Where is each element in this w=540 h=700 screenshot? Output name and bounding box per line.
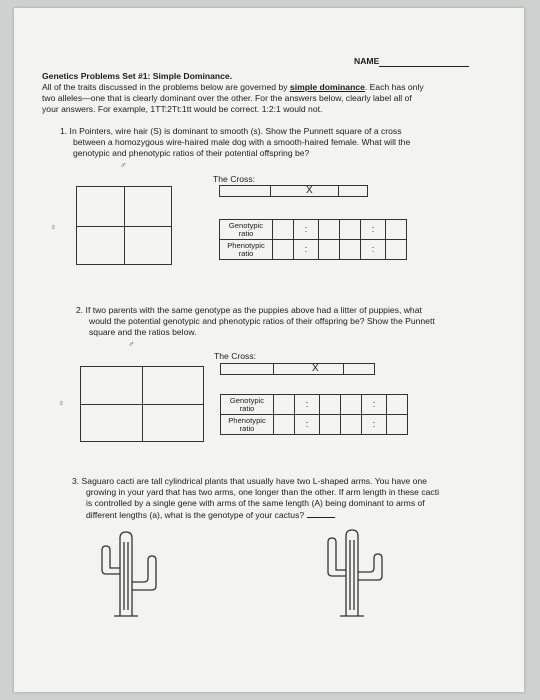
q3-line-4 xyxy=(86,509,335,521)
phenotypic-label: Phenotypic ratio xyxy=(220,240,273,260)
ratio-cell[interactable] xyxy=(319,240,340,260)
cross-label-2: The Cross: xyxy=(214,351,257,361)
ratio-cell[interactable] xyxy=(341,395,362,415)
genotypic-row xyxy=(221,395,408,415)
intro-line-2: two alleles—one that is clearly dominant over the other. For the answers below, clearly label all of xyxy=(42,93,412,103)
punnett-divider xyxy=(77,226,171,227)
genotypic-row xyxy=(220,220,407,240)
q3-line-2: growing in your yard that has two arms, one longer than the other. If arm length in these cacti xyxy=(86,487,440,497)
q2-line-1: 2. If two parents with the same genotype as the puppies above had a litter of puppies, what xyxy=(76,305,422,315)
ratio-colon: : xyxy=(362,415,387,435)
name-label: NAME xyxy=(354,56,380,66)
cross-label-1: The Cross: xyxy=(213,174,256,184)
ratio-cell[interactable] xyxy=(274,415,295,435)
ratio-colon: : xyxy=(295,415,320,435)
q3-answer-blank[interactable] xyxy=(307,509,335,518)
cross-divider xyxy=(273,364,274,374)
ratio-cell[interactable] xyxy=(274,395,295,415)
cross-divider xyxy=(338,186,339,196)
cactus-icon xyxy=(84,530,168,618)
phenotypic-label: Phenotypic ratio xyxy=(221,415,274,435)
ratio-colon: : xyxy=(294,220,319,240)
ratio-cell[interactable] xyxy=(273,220,294,240)
q1-line-2: between a homozygous wire-haired male dog with a smooth-haired female. What will the xyxy=(73,137,411,147)
ratio-cell[interactable] xyxy=(340,220,361,240)
ratio-table-2 xyxy=(220,394,408,435)
punnett-square-2[interactable] xyxy=(80,366,204,442)
ratio-colon: : xyxy=(362,395,387,415)
intro-text: . Each has only xyxy=(364,82,424,92)
male-symbol-icon: ♂ xyxy=(128,339,135,349)
q2-line-3: square and the ratios below. xyxy=(89,327,197,337)
cross-x: X xyxy=(306,185,313,196)
cross-x: X xyxy=(312,363,319,374)
q1-line-3: genotypic and phenotypic ratios of their potential offspring be? xyxy=(73,148,310,158)
genotypic-label: Genotypic ratio xyxy=(221,395,274,415)
ratio-colon: : xyxy=(361,220,386,240)
q3-line-3: is controlled by a single gene with arms of the same length (A) being dominant to arms of xyxy=(86,498,425,508)
ratio-cell[interactable] xyxy=(320,415,341,435)
q1-line-1: 1. In Pointers, wire hair (S) is dominant to smooth (s). Show the Punnett square of a cross xyxy=(60,126,402,136)
ratio-cell[interactable] xyxy=(386,220,407,240)
cactus-icon xyxy=(310,528,394,618)
q2-line-2: would the potential genotypic and phenotypic ratios of their offspring be? Show the Punnett xyxy=(89,316,435,326)
intro-line-3: your answers. For example, 1TT:2Tt:1tt would be correct. 1:2:1 would not. xyxy=(42,104,323,114)
phenotypic-row xyxy=(220,240,407,260)
genotypic-label: Genotypic ratio xyxy=(220,220,273,240)
ratio-cell[interactable] xyxy=(340,240,361,260)
simple-dominance-term: simple dominance xyxy=(289,82,365,92)
ratio-colon: : xyxy=(361,240,386,260)
cross-line-2[interactable] xyxy=(220,363,375,375)
name-blank xyxy=(379,57,469,67)
name-field xyxy=(354,56,469,67)
ratio-table-1 xyxy=(219,219,407,260)
cross-line-1[interactable] xyxy=(219,185,368,197)
ratio-cell[interactable] xyxy=(273,240,294,260)
intro-line-1 xyxy=(42,82,424,93)
q3-line-1: 3. Saguaro cacti are tall cylindrical plants that usually have two L-shaped arms. You have one xyxy=(72,476,427,486)
female-symbol-icon: ♀ xyxy=(50,222,57,232)
ratio-colon: : xyxy=(294,240,319,260)
ratio-cell[interactable] xyxy=(387,395,408,415)
ratio-cell[interactable] xyxy=(319,220,340,240)
cross-divider xyxy=(343,364,344,374)
worksheet-page xyxy=(14,8,524,692)
cross-divider xyxy=(270,186,271,196)
ratio-cell[interactable] xyxy=(386,240,407,260)
ratio-cell[interactable] xyxy=(341,415,362,435)
intro-text: All of the traits discussed in the problems below are governed by xyxy=(42,82,290,92)
female-symbol-icon: ♀ xyxy=(58,398,65,408)
q3-question-text: different lengths (a), what is the genotype of your cactus? xyxy=(86,510,305,520)
punnett-divider xyxy=(81,404,203,405)
ratio-cell[interactable] xyxy=(320,395,341,415)
phenotypic-row xyxy=(221,415,408,435)
male-symbol-icon: ♂ xyxy=(120,160,127,170)
ratio-cell[interactable] xyxy=(387,415,408,435)
punnett-square-1[interactable] xyxy=(76,186,172,265)
ratio-colon: : xyxy=(295,395,320,415)
worksheet-title: Genetics Problems Set #1: Simple Dominance. xyxy=(42,71,233,81)
